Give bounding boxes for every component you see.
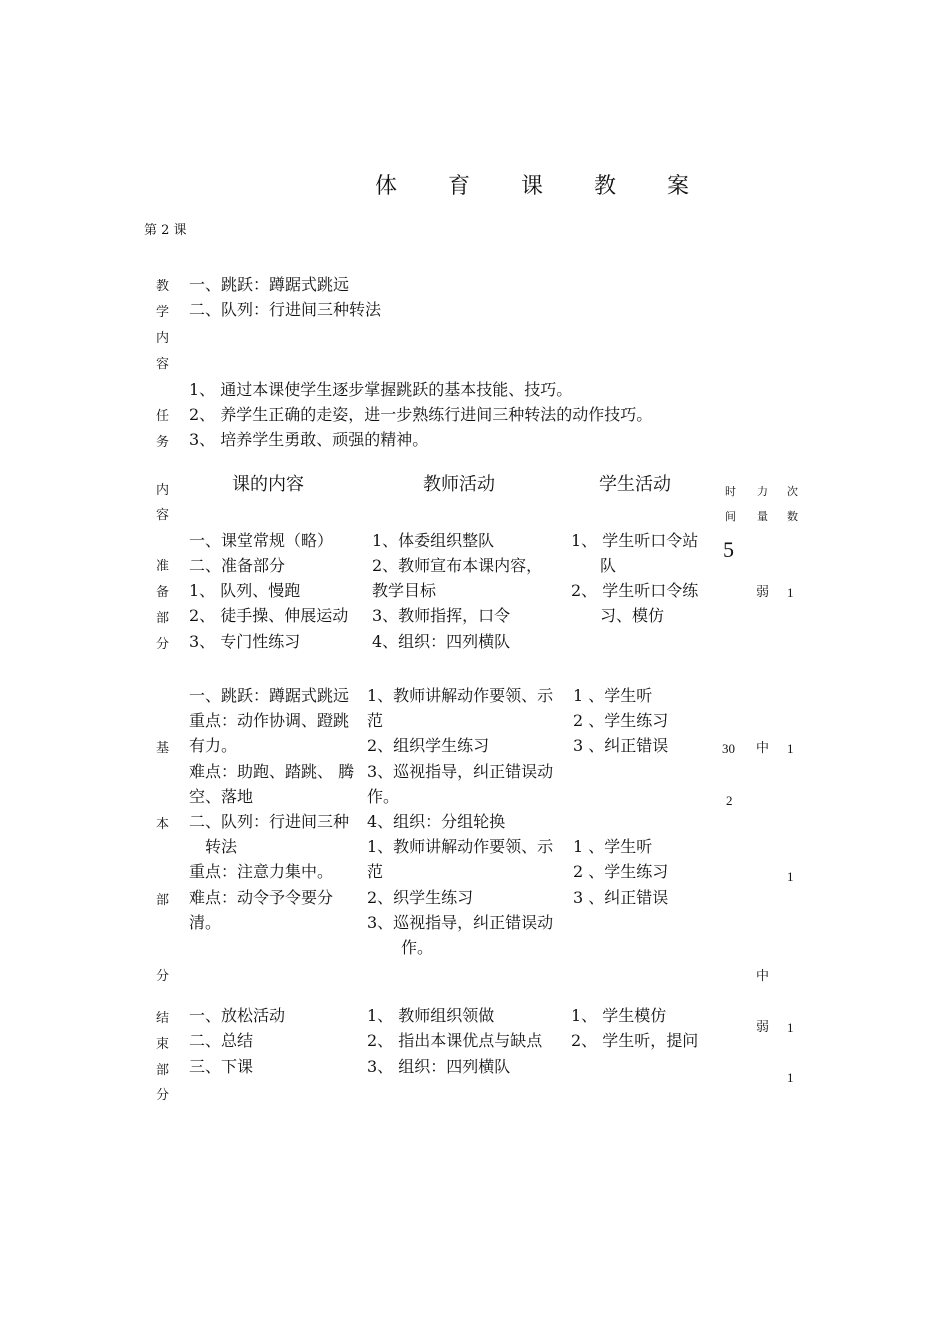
header-count: 数 [787,510,798,523]
label-char: 部 [156,611,170,626]
basic-content-line: 清。 [189,913,222,932]
basic-content-line: 一、跳跃：蹲踞式跳远 [189,686,350,705]
prep-teacher-line: 教学目标 [372,581,437,600]
label-char: 任 [156,409,170,424]
prep-student-line: 2、 学生听口令练 [571,581,699,600]
label-char: 结 [156,1011,170,1026]
label-char: 务 [156,435,170,450]
prep-content-line: 1、 队列、慢跑 [189,581,301,600]
prep-teacher-line: 3、教师指挥，口令 [372,606,511,625]
basic-content-line: 转法 [205,837,238,856]
task-line: 3、 培养学生勇敢、顽强的精神。 [189,430,429,449]
teaching-content-line: 一、跳跃：蹲踞式跳远 [189,275,350,294]
prep-content-line: 2、 徒手操、伸展运动 [189,606,349,625]
label-char: 分 [156,1088,170,1103]
basic-content-line: 难点：动令予令要分 [189,888,334,907]
label-char: 分 [156,969,170,984]
label-char: 基 [156,741,170,756]
prep-student-line: 习、模仿 [600,606,665,625]
header-student: 学生活动 [599,474,671,495]
basic-count: 1 [787,869,794,884]
label-char: 教 [156,279,170,294]
basic-student-line: 3 、纠正错误 [573,736,669,755]
label-char: 学 [156,305,170,320]
label-char: 容 [156,508,170,523]
label-char: 部 [156,1063,170,1078]
label-char: 束 [156,1037,170,1052]
header-time: 间 [725,510,736,523]
end-content-line: 三、下课 [189,1057,254,1076]
basic-content-line: 有力。 [189,736,238,755]
basic-intensity: 中 [756,969,770,984]
basic-student-line: 1 、学生听 [573,837,653,856]
header-time: 时 [725,485,736,498]
basic-content-line: 空、落地 [189,787,254,806]
basic-content-line: 二、队列：行进间三种 [189,812,350,831]
prep-count: 1 [787,585,794,600]
page-title: 体 育 课 教 案 [375,174,711,199]
task-line: 1、 通过本课使学生逐步掌握跳跃的基本技能、技巧。 [189,380,573,399]
basic-time: 2 [726,793,733,808]
label-char: 准 [156,559,170,574]
basic-teacher-line: 作。 [367,787,400,806]
basic-teacher-line: 范 [367,711,384,730]
prep-teacher-line: 2、教师宣布本课内容， [372,556,543,575]
basic-teacher-line: 4、组织：分组轮换 [367,812,506,831]
prep-content-line: 二、准备部分 [189,556,286,575]
basic-teacher-line: 范 [367,862,384,881]
basic-time: 30 [722,741,735,756]
label-char: 内 [156,483,170,498]
end-teacher-line: 3、 组织：四列横队 [367,1057,511,1076]
end-teacher-line: 2、 指出本课优点与缺点 [367,1031,543,1050]
header-count: 次 [787,485,798,498]
end-teacher-line: 1、 教师组织领做 [367,1006,495,1025]
header-intensity: 力 [757,485,768,498]
basic-student-line: 3 、纠正错误 [573,888,669,907]
prep-content-line: 3、 专门性练习 [189,632,301,651]
basic-teacher-line: 作。 [401,938,434,957]
end-content-line: 二、总结 [189,1031,254,1050]
lesson-number: 第 2 课 [144,223,187,238]
label-char: 容 [156,357,170,372]
basic-content-line: 难点：助跑、踏跳、 腾 [189,762,355,781]
header-intensity: 量 [757,510,768,523]
end-count: 1 [787,1070,794,1085]
basic-teacher-line: 3、巡视指导，纠正错误动 [367,762,554,781]
task-line: 2、 养学生正确的走姿，进一步熟练行进间三种转法的动作技巧。 [189,405,653,424]
label-char: 本 [156,817,170,832]
end-intensity: 弱 [756,1020,770,1035]
prep-time: 5 [723,537,734,562]
basic-teacher-line: 3、巡视指导，纠正错误动 [367,913,554,932]
basic-teacher-line: 2、织学生练习 [367,888,474,907]
end-student-line: 2、 学生听，提问 [571,1031,699,1050]
basic-student-line: 2 、学生练习 [573,711,669,730]
label-char: 内 [156,331,170,346]
end-student-line: 1、 学生模仿 [571,1006,667,1025]
label-char: 备 [156,585,170,600]
basic-student-line: 2 、学生练习 [573,862,669,881]
basic-content-line: 重点：注意力集中。 [189,862,334,881]
prep-teacher-line: 1、体委组织整队 [372,531,495,550]
prep-student-line: 1、 学生听口令站 [571,531,699,550]
prep-intensity: 弱 [756,585,770,600]
teaching-content-line: 二、队列：行进间三种转法 [189,300,382,319]
label-char: 分 [156,637,170,652]
prep-content-line: 一、课堂常规（略） [189,531,334,550]
header-content: 课的内容 [232,474,304,495]
basic-intensity: 中 [756,741,770,756]
basic-content-line: 重点：动作协调、蹬跳 [189,711,350,730]
basic-count: 1 [787,741,794,756]
end-count: 1 [787,1020,794,1035]
label-char: 部 [156,893,170,908]
end-content-line: 一、放松活动 [189,1006,286,1025]
basic-teacher-line: 1、教师讲解动作要领、示 [367,686,554,705]
basic-teacher-line: 2、组织学生练习 [367,736,490,755]
prep-teacher-line: 4、组织：四列横队 [372,632,511,651]
basic-teacher-line: 1、教师讲解动作要领、示 [367,837,554,856]
basic-student-line: 1 、学生听 [573,686,653,705]
header-teacher: 教师活动 [423,474,495,495]
prep-student-line: 队 [600,556,617,575]
